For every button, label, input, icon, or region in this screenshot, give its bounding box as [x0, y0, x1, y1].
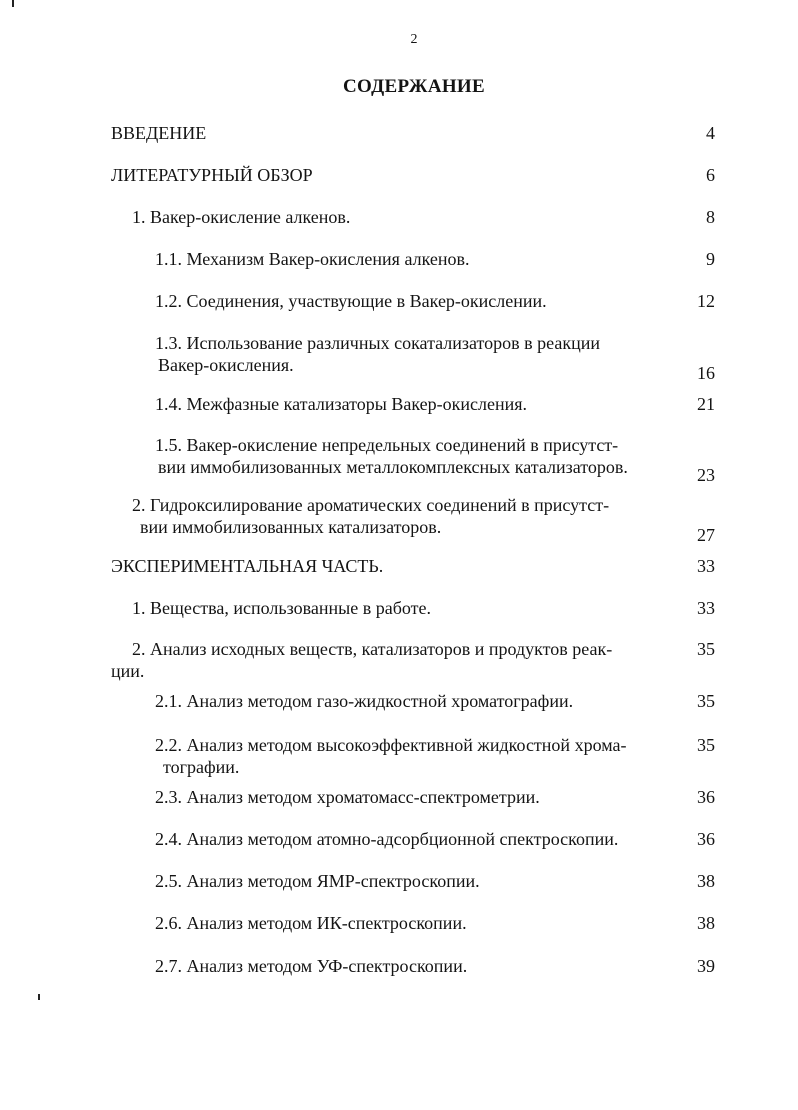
toc-entry-text: 2. Анализ исходных веществ, катализаторов и продуктов реак- — [132, 639, 613, 659]
toc-entry-page: 35 — [697, 639, 715, 659]
toc-entry-text: 1.5. Вакер-окисление непредельных соединений в присутст- — [155, 435, 619, 455]
toc-entry-text: 2.4. Анализ методом атомно-адсорбционной спектроскопии. — [155, 829, 619, 849]
toc-entry-text: 2.6. Анализ методом ИК-спектроскопии. — [155, 913, 467, 933]
toc-entry-page: 39 — [697, 956, 715, 976]
toc-entry-page: 33 — [697, 598, 715, 618]
toc-entry-page: 35 — [697, 691, 715, 711]
toc-entry-text: 2.1. Анализ методом газо-жидкостной хроматографии. — [155, 691, 574, 711]
toc-entry-continuation — [155, 456, 628, 478]
toc-entry-page: 33 — [697, 556, 715, 576]
toc-entry-text: 1. Вещества, использованные в работе. — [132, 598, 431, 618]
toc-entry-page: 36 — [697, 829, 715, 849]
toc-entry-text: ЭКСПЕРИМЕНТАЛЬНАЯ ЧАСТЬ. — [111, 556, 384, 576]
toc-entry-page: 23 — [697, 465, 715, 485]
toc-entry-page: 16 — [697, 363, 715, 383]
toc-entry-page: 4 — [706, 123, 715, 143]
toc-entry-text: вии иммобилизованных металлокомплексных катализаторов. — [158, 457, 628, 477]
scan-speck — [12, 0, 14, 7]
toc-entry-page: 21 — [697, 394, 715, 414]
page-number: 2 — [410, 32, 418, 47]
toc-entry-page: 27 — [697, 525, 715, 545]
toc-entry-text: 1.2. Соединения, участвующие в Вакер-окислении. — [155, 291, 547, 311]
toc-title: СОДЕРЖАНИЕ — [343, 76, 485, 97]
toc-entry-text: вии иммобилизованных катализаторов. — [140, 517, 442, 537]
toc-entry-text: ВВЕДЕНИЕ — [111, 123, 207, 143]
toc-entry-text: 2.3. Анализ методом хроматомасс-спектрометрии. — [155, 787, 540, 807]
toc-entry-page: 38 — [697, 913, 715, 933]
toc-entry-text: 2. Гидроксилирование ароматических соединений в присутст- — [132, 495, 610, 515]
toc-entry-page: 9 — [706, 249, 715, 269]
toc-entry-text: 2.5. Анализ методом ЯМР-спектроскопии. — [155, 871, 480, 891]
toc-entry-continuation — [132, 516, 441, 538]
toc-entry-text: Вакер-окисления. — [158, 355, 294, 375]
toc-entry-page: 12 — [697, 291, 715, 311]
toc-entry-page: 38 — [697, 871, 715, 891]
scan-speck — [38, 994, 40, 1000]
toc-entry-page: 6 — [706, 165, 715, 185]
toc-entry-text: 1.1. Механизм Вакер-окисления алкенов. — [155, 249, 470, 269]
toc-entry-continuation — [111, 660, 144, 682]
toc-entry-text: 1.3. Использование различных сокатализаторов в реакции — [155, 333, 601, 353]
toc-entry-page: 36 — [697, 787, 715, 807]
toc-entry-continuation — [155, 756, 239, 778]
toc-entry-text: 1. Вакер-окисление алкенов. — [132, 207, 351, 227]
toc-entry-text: ции. — [111, 661, 145, 681]
toc-entry-text: 1.4. Межфазные катализаторы Вакер-окисления. — [155, 394, 528, 414]
toc-entry-text: тографии. — [163, 757, 240, 777]
toc-entry-continuation — [155, 354, 294, 376]
toc-entry-page: 8 — [706, 207, 715, 227]
toc-entry-text: 2.7. Анализ методом УФ-спектроскопии. — [155, 956, 468, 976]
toc-entry-text: ЛИТЕРАТУРНЫЙ ОБЗОР — [111, 165, 313, 185]
toc-entry-text: 2.2. Анализ методом высокоэффективной жидкостной хрома- — [155, 735, 627, 755]
toc-entry-page: 35 — [697, 735, 715, 755]
